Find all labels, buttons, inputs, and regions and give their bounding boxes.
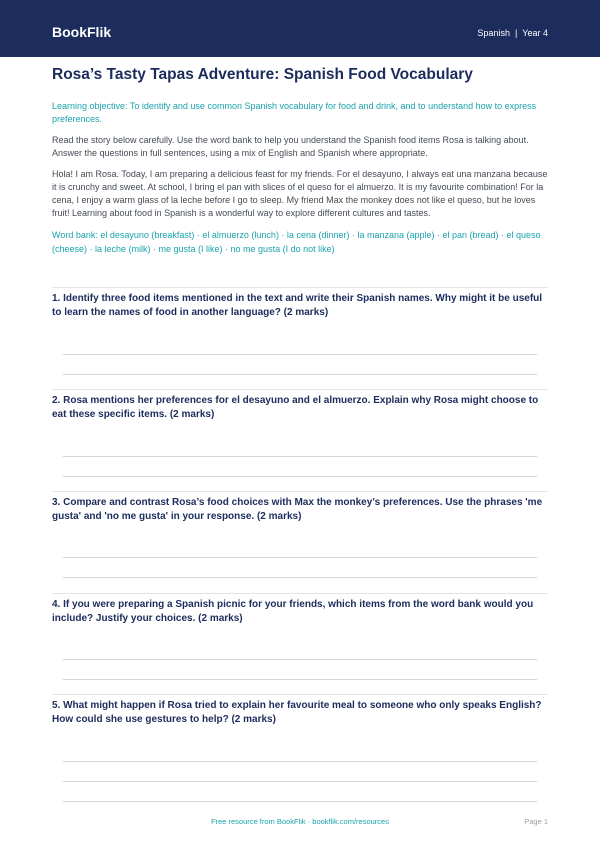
question-5: 5. What might happen if Rosa tried to explain her favourite meal to someone who only speaks English? How could she use gestures to help? (2 marks) bbox=[52, 694, 548, 727]
answer-line[interactable] bbox=[63, 659, 537, 660]
page-header bbox=[0, 0, 600, 57]
brand-logo: BookFlik bbox=[52, 24, 112, 40]
answer-line[interactable] bbox=[63, 679, 537, 680]
answer-line[interactable] bbox=[63, 456, 537, 457]
answer-line[interactable] bbox=[63, 374, 537, 375]
answer-line[interactable] bbox=[63, 557, 537, 558]
subject-label: Spanish bbox=[477, 28, 510, 38]
page-title: Rosa’s Tasty Tapas Adventure: Spanish Food Vocabulary bbox=[52, 66, 473, 83]
answer-line[interactable] bbox=[63, 476, 537, 477]
word-bank: Word bank: el desayuno (breakfast) · el almuerzo (lunch) · la cena (dinner) · la manzana (apple) · el pan (bread) · el queso (cheese) · la leche (milk) · me gusta (I like) · no me gusta (I do not like) bbox=[52, 230, 541, 254]
answer-line[interactable] bbox=[63, 801, 537, 802]
question-2: 2. Rosa mentions her preferences for el desayuno and el almuerzo. Explain why Rosa might choose to eat these specific items. (2 marks) bbox=[52, 389, 548, 422]
question-3: 3. Compare and contrast Rosa’s food choices with Max the monkey’s preferences. Use the phrases 'me gusta' and 'no me gusta' in your response. (2 marks) bbox=[52, 491, 548, 524]
worksheet-content bbox=[52, 66, 548, 256]
instructions-text: Read the story below carefully. Use the word bank to help you understand the Spanish food items Rosa is talking about. Answer the questions in full sentences, using a mix of English and Spanish where appropriate. bbox=[52, 135, 529, 158]
meta-separator: | bbox=[514, 28, 518, 38]
footer-text: Free resource from BookFlik · bookflik.com/resources bbox=[211, 817, 389, 826]
answer-line[interactable] bbox=[63, 354, 537, 355]
answer-line[interactable] bbox=[63, 577, 537, 578]
story-text: Hola! I am Rosa. Today, I am preparing a delicious feast for my friends. For el desayuno, I always eat una manzana because it is crunchy and sweet. At school, I bring el pan with slices of el queso for el almuerzo. It is my favourite combination! For la cena, I enjoy a warm glass of la leche before I go to sleep. My friend Max the monkey does not like el queso, but he loves fruit! Learning about food in Spanish is a wonderful way to explore different cultures and tastes. bbox=[52, 169, 548, 218]
question-4: 4. If you were preparing a Spanish picnic for your friends, which items from the word bank would you include? Justify your choices. (2 marks) bbox=[52, 593, 548, 626]
answer-line[interactable] bbox=[63, 781, 537, 782]
year-label: Year 4 bbox=[522, 28, 548, 38]
header-meta bbox=[477, 28, 548, 38]
answer-line[interactable] bbox=[63, 761, 537, 762]
learning-objective: Learning objective: To identify and use common Spanish vocabulary for food and drink, and to understand how to express preferences. bbox=[52, 101, 537, 124]
question-1: 1. Identify three food items mentioned in the text and write their Spanish names. Why might it be useful to learn the names of food in another language? (2 marks) bbox=[52, 287, 548, 320]
page-number: Page 1 bbox=[524, 817, 548, 826]
